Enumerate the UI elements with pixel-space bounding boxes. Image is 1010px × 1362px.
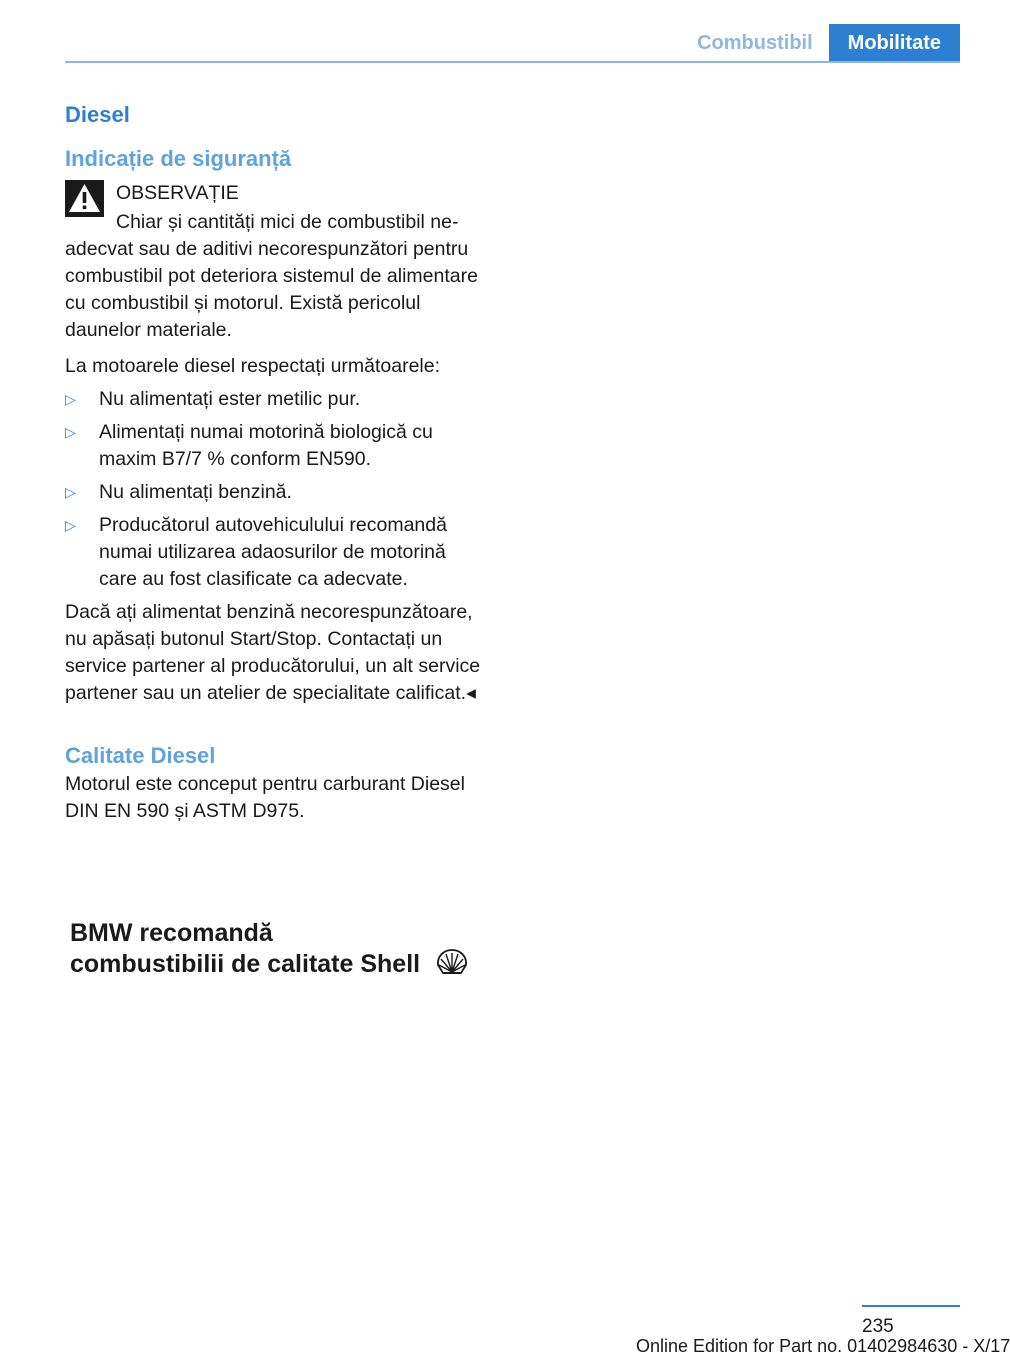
warning-triangle-icon [65,180,104,219]
shell-ad-line2: combustibilii de calitate Shell [70,948,490,979]
header-divider [65,61,960,63]
triangle-bullet-icon: ▷ [65,424,76,440]
shell-logo-icon [435,948,469,976]
list-item: ▷ Producătorul autovehiculului recomandă numai utilizarea adaosurilor de motorină care au fost clasificate ca adecvate. [65,514,447,590]
edition-footer: Online Edition for Part no. 01402984630 - X/17 [636,1336,1010,1356]
closing-text: Dacă ați alimentat benzină necorespunzătoare, nu apăsați butonul Start/Stop. Contactați un service partener al producătorului, un alt service partener sau un atelier de specialitate calificat.◂ [65,601,481,704]
list-item: ▷ Nu alimentați ester metilic pur. [65,386,481,413]
page-number: 235 [862,1316,894,1337]
shell-advertisement [70,918,490,979]
tab-mobilitate[interactable]: Mobilitate [829,24,960,62]
safety-heading: Indicație de siguranță [65,146,292,171]
list-item: ▷ Nu alimentați benzină. [65,479,481,506]
triangle-bullet-icon: ▷ [65,484,76,500]
quality-text: Motorul este conceput pentru carburant Diesel DIN EN 590 și ASTM D975. [65,773,465,822]
warning-text: Chiar și cantități mici de combustibil neadecvat sau de aditivi necorespunzători pentru combustibil pot deteriora sistemul de alimentare cu combustibil și motorul. Există pericolul daunelor materiale. [65,211,478,341]
warning-label: OBSERVAȚIE [116,182,239,204]
intro-text: La motoarele diesel respectați următoarele: [65,355,441,377]
shell-ad-line1: BMW recomandă [70,919,273,947]
tab-combustibil[interactable]: Combustibil [697,31,813,54]
header-tabs [681,24,960,62]
warning-block [65,180,481,344]
page-title: Diesel [65,102,130,127]
main-content [65,98,481,825]
quality-heading: Calitate Diesel [65,743,216,768]
triangle-bullet-icon: ▷ [65,517,76,533]
triangle-bullet-icon: ▷ [65,391,76,407]
list-item: ▷ Alimentați numai motorină biologică cu maxim B7/7 % conform EN590. [65,421,433,470]
requirements-list [65,386,481,593]
footer-divider [862,1305,960,1307]
